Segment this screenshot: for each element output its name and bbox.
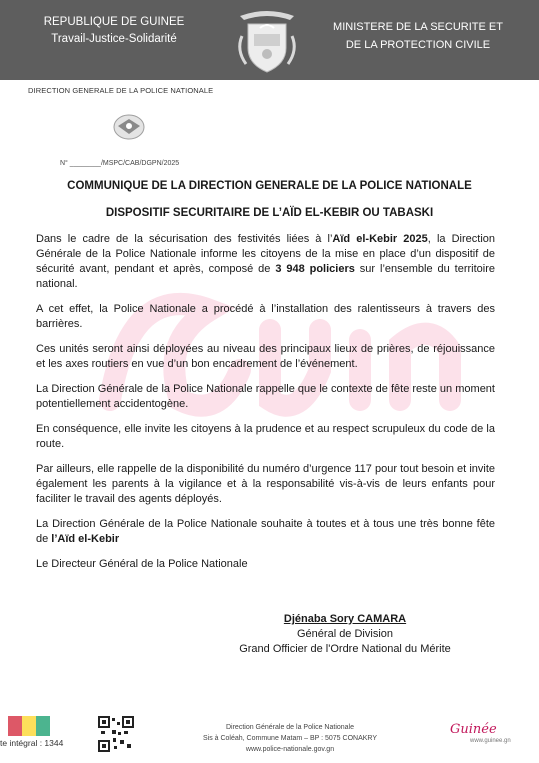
ministry-name-line2: DE LA PROTECTION CIVILE — [345, 39, 491, 51]
paragraph-accident-risk: La Direction Générale de la Police Nationale rappelle que le contexte de fête reste un moment potentiellement accidentogène. — [36, 383, 495, 410]
ministry-heading — [318, 18, 518, 54]
guinee-logo-url: www.guinee.gn — [470, 738, 511, 744]
footer-directorate: Direction Générale de la Police Nationale — [225, 724, 355, 731]
paragraph-speed-bumps: A cet effet, la Police Nationale a procédé à l’installation des ralentisseurs à travers des barrières. — [36, 303, 495, 330]
paragraph-emergency-number: Par ailleurs, elle rappelle de la disponibilité du numéro d’urgence 117 pour tout besoin et invite également les parents à la vigilance et à la responsabilité vis-à-vis de leurs enfants pour faciliter le travail des agents déployés. — [36, 463, 495, 505]
paragraph-signatory-title: Le Directeur Général de la Police Nationale — [36, 558, 248, 570]
communique-body — [36, 232, 495, 582]
communique-title: COMMUNIQUE DE LA DIRECTION GENERALE DE LA POLICE NATIONALE — [67, 180, 472, 192]
footer-website: www.police-nationale.gov.gn — [245, 746, 335, 753]
event-name: Aïd el-Kebir 2025 — [332, 233, 428, 245]
republic-name: REPUBLIQUE DE GUINEE — [43, 16, 185, 28]
guinea-coat-of-arms-icon — [232, 6, 302, 76]
guinee-logo-text: Guinée — [450, 722, 497, 737]
national-motto: Travail-Justice-Solidarité — [51, 33, 177, 45]
ministry-name-line1: MINISTERE DE LA SECURITE ET — [333, 21, 503, 33]
signature-block — [220, 612, 470, 657]
republic-heading — [14, 14, 214, 48]
qr-code-icon — [98, 716, 134, 752]
paragraph-wishes: La Direction Générale de la Police Nationale souhaite à toutes et à tous une très bonne fête de l’Aïd el-Kebir — [36, 518, 495, 545]
paragraph-deployment: Ces unités seront ainsi déployées au niveau des principaux lieux de prières, de réjouissance et les axes routiers en vue d’un bon encadrement de l’événement. — [36, 343, 495, 370]
footer-address — [170, 722, 410, 755]
signatory-title: Grand Officier de l'Ordre National du Mérite — [239, 643, 451, 655]
paragraph-prudence: En conséquence, elle invite les citoyens à la prudence et au respect scrupuleux du code de la route. — [36, 423, 495, 450]
officer-count: 3 948 policiers — [275, 263, 355, 275]
police-badge-icon — [112, 112, 146, 142]
word-counter: te intégral : 1344 — [0, 738, 64, 748]
footer-location: Sis à Coléah, Commune Matam – BP : 5075 CONAKRY — [202, 735, 378, 742]
communique-subtitle: DISPOSITIF SECURITAIRE DE L’AÏD EL-KEBIR OU TABASKI — [105, 207, 434, 219]
directorate-label: DIRECTION GENERALE DE LA POLICE NATIONALE — [28, 86, 214, 95]
letterhead-banner — [0, 0, 539, 80]
reference-number: N° ________/MSPC/CAB/DGPN/2025 — [60, 160, 180, 167]
paragraph-announcement: Dans le cadre de la sécurisation des festivités liées à l’Aïd el-Kebir 2025, la Direction Générale de la Police Nationale informe les citoyens de la mise en place d’un dispositif de sécurité avant, pendant et après, composé de 3 948 policiers sur l’ensemble du territoire national. — [36, 233, 496, 290]
signatory-rank: Général de Division — [297, 628, 393, 640]
holiday-name: l’Aïd el-Kebir — [51, 533, 120, 545]
signatory-name: Djénaba Sory CAMARA — [283, 613, 407, 625]
